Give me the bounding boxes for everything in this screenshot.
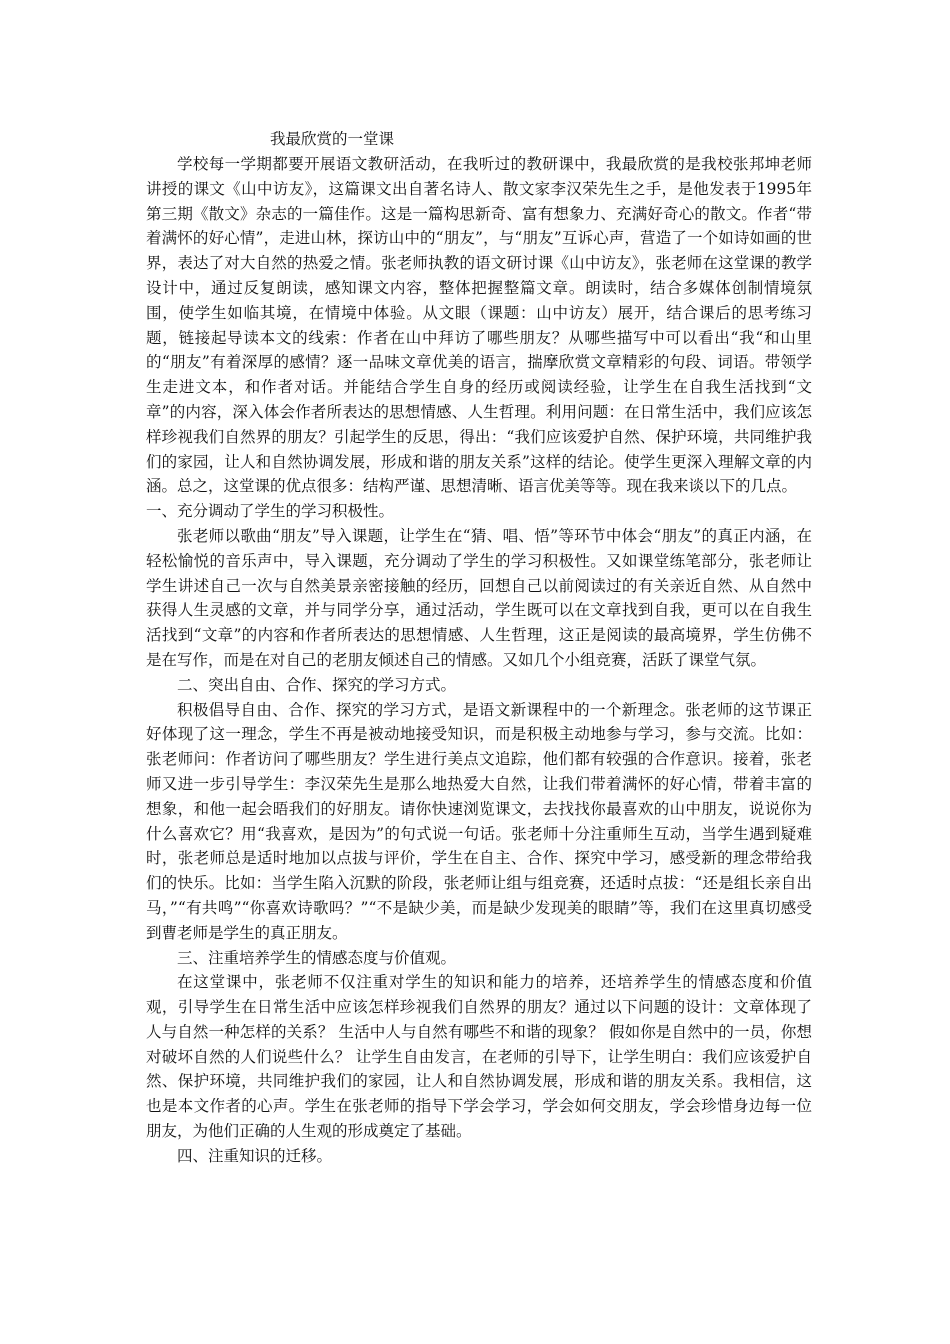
section-heading-4: 四、注重知识的迁移。 bbox=[177, 1146, 333, 1165]
section-paragraph-3: 在这堂课中，张老师不仅注重对学生的知识和能力的培养，还培养学生的情感态度和价值观，引导学生在日常生活中应该怎样珍视我们自然界的朋友？通过以下问题的设计：文章体现了人与自然一种怎样的关系？ 生活中人与自然有哪些不和谐的现象？ 假如你是自然中的一员，你想对破坏自然的人们说些什么？ 让学生自由发言，在老师的引导下，让学生明白：我们应该爱护自然、保护环境，共同维护我们的家园，让人和自然协调发展，形成和谐的朋友关系。我相信，这也是本文作者的心声。学生在张老师的指导下学会学习，学会如何交朋友，学会珍惜身边每一位朋友，为他们正确的人生观的形成奠定了基础。 bbox=[146, 973, 812, 1141]
section-heading-2: 二、突出自由、合作、探究的学习方式。 bbox=[177, 675, 457, 694]
section-paragraph-1: 张老师以歌曲“朋友”导入课题，让学生在“猜、唱、悟”等环节中体会“朋友”的真正内涵，在轻松愉悦的音乐声中，导入课题，充分调动了学生的学习积极性。又如课堂练笔部分，张老师让学生讲述自己一次与自然美景亲密接触的经历，回想自己以前阅读过的有关亲近自然、从自然中获得人生灵感的文章，并与同学分享，通过活动，学生既可以在文章找到自我，更可以在自我生活找到“文章”的内容和作者所表达的思想情感、人生哲理，这正是阅读的最高境界，学生仿佛不是在写作，而是在对自己的老朋友倾述自己的情感。又如几个小组竞赛，活跃了课堂气氛。 bbox=[146, 526, 812, 669]
section-heading-3: 三、注重培养学生的情感态度与价值观。 bbox=[177, 948, 457, 967]
section-paragraph-2: 积极倡导自由、合作、探究的学习方式，是语文新课程中的一个新理念。张老师的这节课正好体现了这一理念，学生不再是被动地接受知识，而是积极主动地参与学习，参与交流。比如：张老师问：作者访问了哪些朋友？学生进行美点文追踪，他们都有较强的合作意识。接着，张老师又进一步引导学生：李汉荣先生是那么地热爱大自然，让我们带着满怀的好心情，带着丰富的想象，和他一起会晤我们的好朋友。请你快速浏览课文，去找找你最喜欢的山中朋友，说说你为什么喜欢它？用“我喜欢，是因为”的句式说一句话。张老师十分注重师生互动，当学生遇到疑难时，张老师总是适时地加以点拔与评价，学生在自主、合作、探究中学习，感受新的理念带给我们的快乐。比如：当学生陷入沉默的阶段，张老师让组与组竞赛，还适时点拔：“还是组长亲自出马，”“有共鸣”“你喜欢诗歌吗？”“不是缺少美，而是缺少发现美的眼睛”等，我们在这里真切感受到曹老师是学生的真正朋友。 bbox=[146, 700, 812, 942]
intro-paragraph: 学校每一学期都要开展语文教研活动，在我听过的教研课中，我最欣赏的是我校张邦坤老师讲授的课文《山中访友》，这篇课文出自著名诗人、散文家李汉荣先生之手，是他发表于1995年第三期《散文》杂志的一篇佳作。这是一篇构思新奇、富有想象力、充满好奇心的散文。作者“带着满怀的好心情”，走进山林，探访山中的“朋友”，与“朋友”互诉心声，营造了一个如诗如画的世界，表达了对大自然的热爱之情。张老师执教的语文研讨课《山中访友》，张老师在这堂课的教学设计中，通过反复朗读，感知课文内容，整体把握整篇文章。朗读时，结合多媒体创制情境氛围，使学生如临其境，在情境中体验。从文眼（课题：山中访友）展开，结合课后的思考练习题，链接起导读本文的线索：作者在山中拜访了哪些朋友？从哪些描写中可以看出“我“和山里的“朋友”有着深厚的感情？逐一品味文章优美的语言，揣摩欣赏文章精彩的句段、词语。带领学生走进文本，和作者对话。并能结合学生自身的经历或阅读经验，让学生在自我生活找到“文章”的内容，深入体会作者所表达的思想情感、人生哲理。利用问题：在日常生活中，我们应该怎样珍视我们自然界的朋友？引起学生的反思，得出：“我们应该爱护自然、保护环境，共同维护我们的家园，让人和自然协调发展，形成和谐的朋友关系”这样的结论。使学生更深入理解文章的内涵。总之，这堂课的优点很多：结构严谨、思想清晰、语言优美等等。现在我来谈以下的几点。 bbox=[146, 155, 812, 496]
document-title: 我最欣赏的一堂课 bbox=[270, 130, 395, 148]
section-heading-1: 一、充分调动了学生的学习积极性。 bbox=[146, 502, 395, 521]
